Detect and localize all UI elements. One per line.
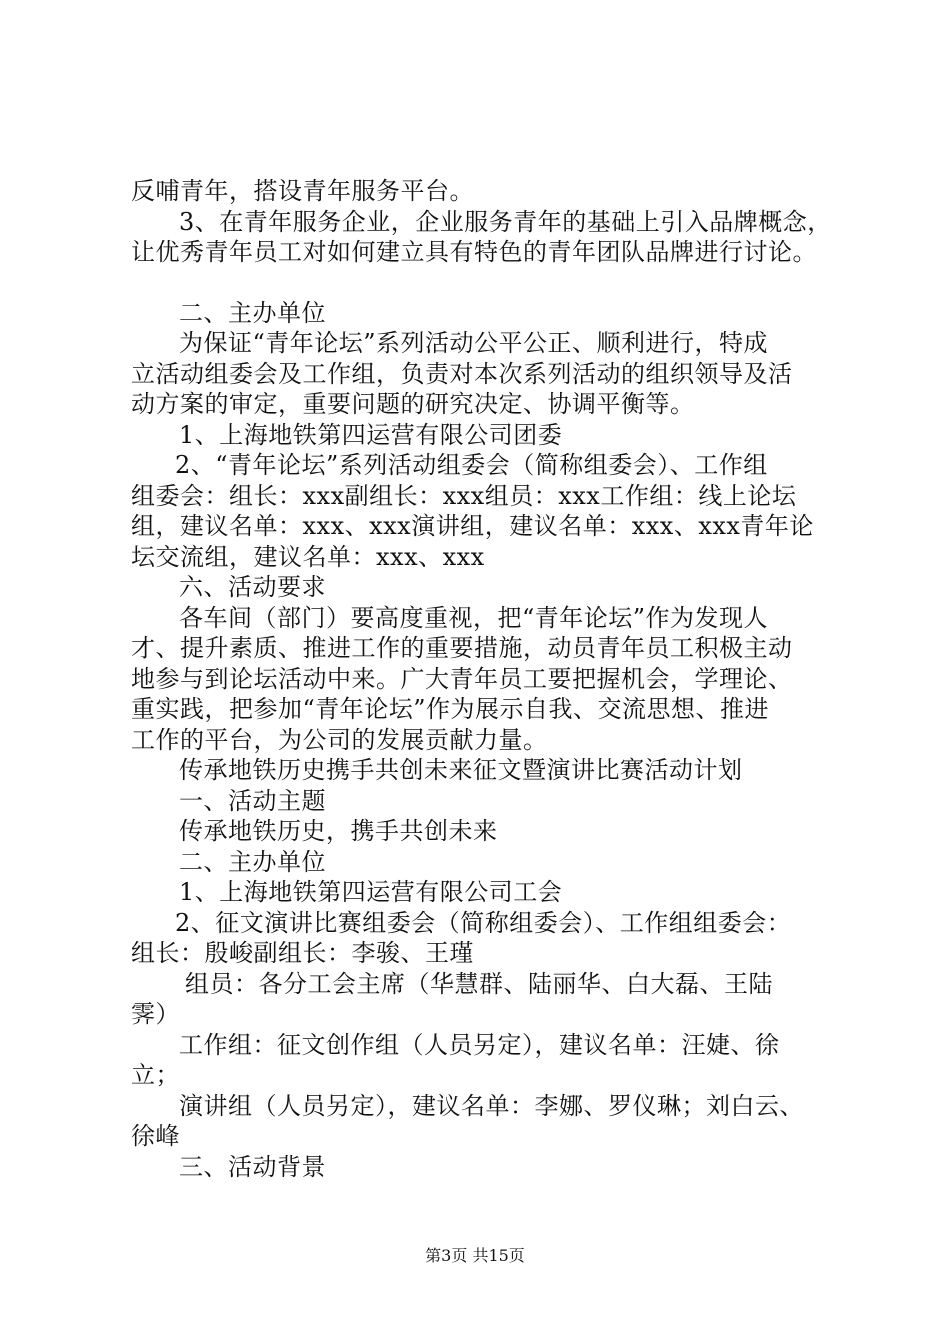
paragraph-line: 组员：各分工会主席（华慧群、陆丽华、白大磊、王陆	[185, 969, 773, 998]
paragraph-line: 霁）	[131, 1000, 180, 1028]
section-heading: 三、活动背景	[179, 1152, 326, 1181]
paragraph-line: 组长：殷峻副组长：李骏、王瑾	[131, 939, 474, 967]
document-body	[131, 176, 861, 1182]
section-heading: 二、主办单位	[179, 298, 326, 327]
paragraph-line: 坛交流组，建议名单：xxx、xxx	[131, 542, 485, 571]
paragraph-line: 地参与到论坛活动中来。广大青年员工要把握机会，学理论、	[131, 664, 793, 693]
paragraph-line: 为保证“青年论坛”系列活动公平公正、顺利进行，特成	[179, 329, 769, 357]
section-heading: 六、活动要求	[179, 573, 326, 601]
paragraph-line: 工作的平台，为公司的发展贡献力量。	[131, 725, 548, 754]
paragraph-line: 反哺青年，搭设青年服务平台。	[131, 177, 474, 205]
paragraph-line: 各车间（部门）要高度重视，把“青年论坛”作为发现人	[179, 603, 769, 632]
paragraph-line: 才、提升素质、推进工作的重要措施，动员青年员工积极主动	[131, 634, 793, 662]
paragraph-line: 重实践，把参加“青年论坛”作为展示自我、交流思想、推进	[131, 695, 770, 723]
section-heading: 一、活动主题	[179, 786, 326, 815]
paragraph-line: 演讲组（人员另定），建议名单：李娜、罗仪琳；刘白云、	[179, 1091, 804, 1120]
paragraph-line: 传承地铁历史，携手共创未来	[179, 817, 498, 845]
paragraph-line: 让优秀青年员工对如何建立具有特色的青年团队品牌进行讨论。	[131, 238, 817, 266]
paragraph-line: 1、上海地铁第四运营有限公司团委	[179, 420, 563, 449]
paragraph-line: 工作组：征文创作组（人员另定），建议名单：汪婕、徐	[179, 1030, 780, 1059]
paragraph-line: 动方案的审定，重要问题的研究决定、协调平衡等。	[131, 390, 695, 418]
page-number-footer: 第3页 共15页	[425, 1246, 525, 1265]
section-heading: 二、主办单位	[179, 847, 326, 876]
paragraph-line: 1、上海地铁第四运营有限公司工会	[179, 878, 563, 906]
paragraph-line: 组，建议名单：xxx、xxx演讲组，建议名单：xxx、xxx青年论	[131, 512, 814, 540]
paragraph-line: 3、在青年服务企业，企业服务青年的基础上引入品牌概念，	[179, 207, 832, 236]
paragraph-line: 立活动组委会及工作组，负责对本次系列活动的组织领导及活	[131, 359, 793, 388]
paragraph-line: 徐峰	[131, 1122, 180, 1150]
paragraph-line: 组委会：组长：xxx副组长：xxx组员：xxx工作组：线上论坛	[131, 481, 797, 510]
blank-line	[131, 268, 861, 298]
paragraph-line: 2、征文演讲比赛组委会（简称组委会）、工作组组委会：	[175, 908, 792, 937]
paragraph-line: 2、“青年论坛”系列活动组委会（简称组委会）、工作组	[175, 451, 768, 479]
document-title: 传承地铁历史携手共创未来征文暨演讲比赛活动计划	[179, 756, 743, 784]
paragraph-line: 立；	[131, 1061, 180, 1089]
